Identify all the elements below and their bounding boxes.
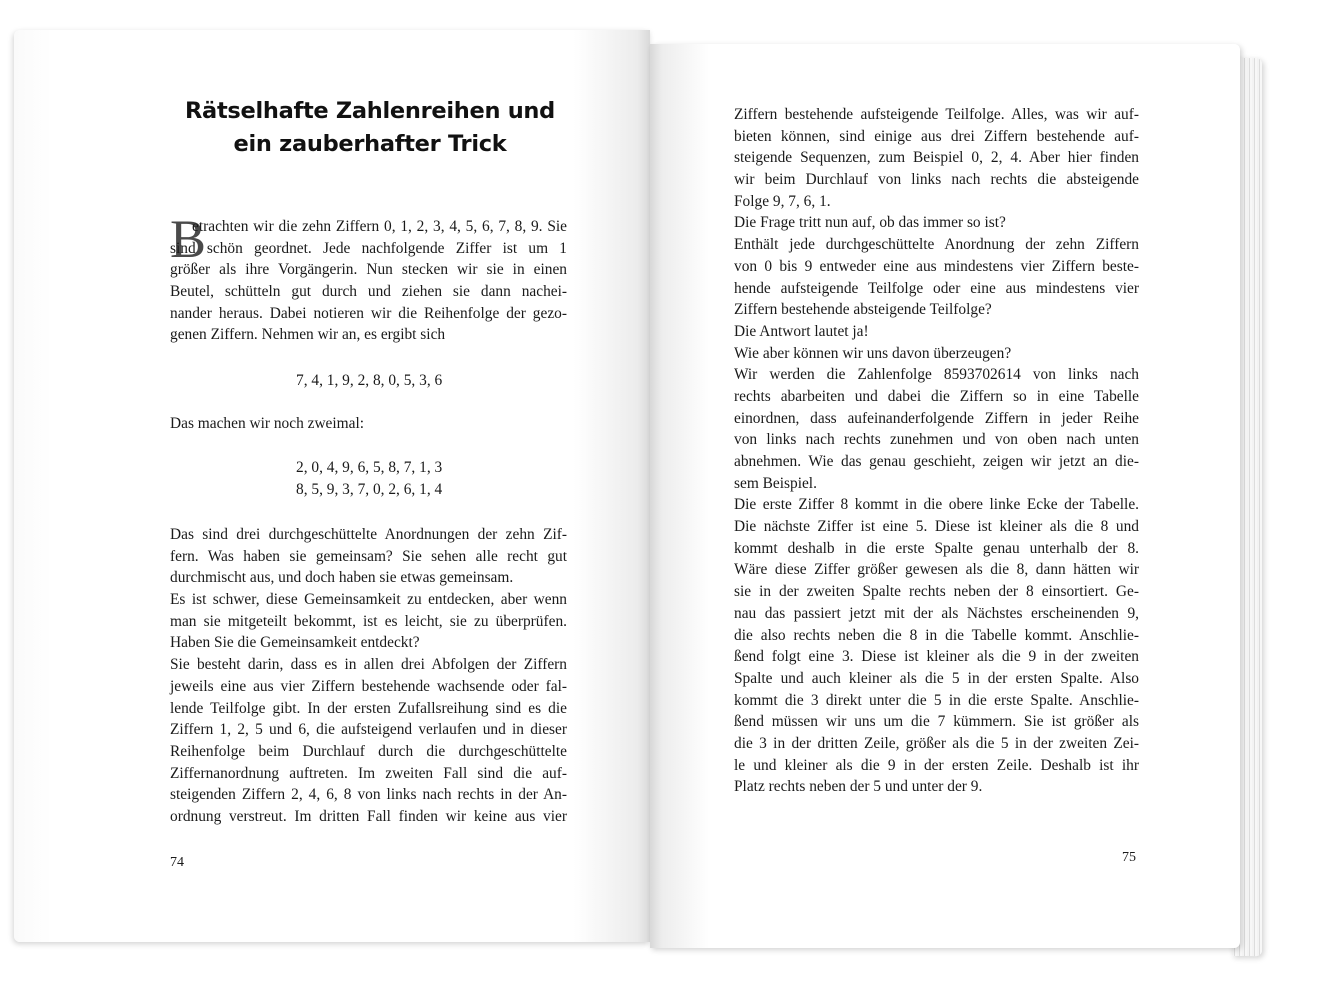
- text-line: Das sind drei durchgeschüttelte Anordnungen der zehn Zif-: [170, 526, 567, 543]
- text-line: bieten können, sind einige aus drei Ziffern bestehende auf-: [734, 127, 1139, 145]
- right-paragraph: [734, 104, 1139, 798]
- text-line: Reihenfolge beim Durchlauf durch die durchgeschüttelte: [170, 742, 567, 760]
- text-line: Wäre diese Ziffer größer gewesen als die 8, dann hätten wir: [734, 561, 1139, 579]
- text-line: etrachten wir die zehn Ziffern 0, 1, 2, 3, 4, 5, 6, 7, 8, 9. Sie: [192, 218, 567, 235]
- text-line: Ziffernanordnung auftreten. Im zweiten Fall sind die auf-: [170, 764, 567, 782]
- text-line: Ziffern bestehende absteigende Teilfolge?: [734, 301, 992, 319]
- sequence-one: 7, 4, 1, 9, 2, 8, 0, 5, 3, 6: [296, 372, 443, 389]
- text-line: Sie besteht darin, dass es in allen drei Abfolgen der Ziffern: [170, 656, 567, 674]
- text-line: Die erste Ziffer 8 kommt in die obere linke Ecke der Tabelle.: [734, 496, 1139, 514]
- text-line: ßend müssen wir uns um die 7 kümmern. Sie ist größer als: [734, 713, 1139, 731]
- chapter-title: [160, 95, 580, 161]
- text-line: jeweils eine aus vier Ziffern bestehende wachsende oder fal-: [170, 677, 567, 695]
- chapter-title-line: ein zauberhafter Trick: [233, 131, 507, 157]
- text-line: Ziffern 1, 2, 5 und 6, die aufsteigend verlaufen und in dieser: [170, 721, 567, 739]
- text-line: lende Teilfolge gibt. In der ersten Zufallsreihung sind es die: [170, 699, 567, 717]
- text-line: Platz rechts neben der 5 und unter der 9.: [734, 778, 983, 796]
- text-line: abnehmen. Wie das genau geschieht, zeigen wir jetzt an die-: [734, 453, 1139, 470]
- text-line: Beutel, schütteln gut durch und ziehen sie dann nachei-: [170, 283, 567, 301]
- text-line: steigende Sequenzen, zum Beispiel 0, 2, 4. Aber hier finden: [734, 149, 1139, 167]
- text-line: hende aufsteigende Teilfolge oder eine aus mindestens vier: [734, 279, 1139, 297]
- text-line: von 0 bis 9 entweder eine aus mindestens vier Ziffern beste-: [734, 257, 1139, 275]
- text-line: die also rechts neben die 8 in die Tabelle kommt. Anschlie-: [734, 626, 1139, 644]
- text-line: Ziffern bestehende aufsteigende Teilfolge. Alles, was wir auf-: [734, 106, 1139, 123]
- text-line: steigenden Ziffern 2, 4, 6, 8 von links nach rechts in der An-: [170, 786, 567, 804]
- text-line: kommt die 3 direkt unter die 5 in die erste Spalte. Anschlie-: [734, 691, 1139, 709]
- page-number-left: 74: [170, 855, 184, 870]
- text-line: ordnung verstreut. Im dritten Fall finden wir keine aus vier: [170, 807, 567, 825]
- text-line: Spalte und auch kleiner als die 5 in der ersten Spalte. Also: [734, 669, 1139, 687]
- text-line: nander heraus. Dabei notieren wir die Reihenfolge der gezo-: [170, 304, 567, 322]
- text-line: genen Ziffern. Nehmen wir an, es ergibt sich: [170, 326, 446, 344]
- text-line: Wir werden die Zahlenfolge 8593702614 von links nach: [734, 366, 1139, 384]
- text-line: sind schön geordnet. Jede nachfolgende Ziffer ist um 1: [170, 239, 567, 257]
- text-line: Haben Sie die Gemeinsamkeit entdeckt?: [170, 634, 420, 652]
- text-line: durchmischt aus, und doch haben sie etwas gemeinsam.: [170, 569, 514, 587]
- repeat-line: Das machen wir noch zweimal:: [170, 415, 365, 432]
- drop-cap: B: [170, 209, 207, 269]
- text-line: sem Beispiel.: [734, 474, 817, 492]
- text-line: Wie aber können wir uns davon überzeugen?: [734, 344, 1012, 362]
- text-line: sie in der zweiten Spalte rechts neben der 8 einsortiert. Ge-: [734, 583, 1139, 601]
- sequence-two: 2, 0, 4, 9, 6, 5, 8, 7, 1, 3: [296, 459, 443, 476]
- text-line: ßend folgt eine 3. Diese ist kleiner als die 9 in der zweiten: [734, 648, 1139, 666]
- text-line: von links nach rechts zunehmen und von oben nach unten: [734, 431, 1139, 449]
- text-line: kommt deshalb in die erste Spalte genau unterhalb der 8.: [734, 539, 1139, 557]
- chapter-title-line: Rätselhafte Zahlenreihen und: [185, 98, 555, 124]
- text-line: man sie mitgeteilt bekommt, ist es leicht, sie zu überprüfen.: [170, 612, 567, 630]
- intro-paragraph: [170, 209, 567, 346]
- text-line: Folge 9, 7, 6, 1.: [734, 192, 831, 210]
- page-number-right: 75: [1122, 850, 1136, 865]
- text-line: le und kleiner als die 9 in der ersten Zeile. Deshalb ist ihr: [734, 756, 1139, 774]
- text-line: Die Antwort lautet ja!: [734, 322, 869, 340]
- text-line: die 3 in der dritten Zeile, größer als die 5 in der zweiten Zei-: [734, 734, 1139, 752]
- text-line: größer als ihre Vorgängerin. Nun stecken wir sie in einen: [170, 261, 567, 279]
- main-paragraph: [170, 524, 567, 828]
- text-line: Enthält jede durchgeschüttelte Anordnung der zehn Ziffern: [734, 236, 1139, 254]
- text-line: nau das passiert jetzt mit der als Nächstes erscheinenden 9,: [734, 604, 1139, 622]
- text-line: Die nächste Ziffer ist eine 5. Diese ist kleiner als die 8 und: [734, 518, 1139, 536]
- text-line: Die Frage tritt nun auf, ob das immer so ist?: [734, 214, 1006, 232]
- text-line: Es ist schwer, diese Gemeinsamkeit zu entdecken, aber wenn: [170, 591, 567, 609]
- text-line: wir beim Durchlauf von links nach rechts die absteigende: [734, 171, 1139, 189]
- text-line: rechts abarbeiten und dabei die Ziffern so in eine Tabelle: [734, 387, 1139, 405]
- text-line: einordnen, dass aufeinanderfolgende Ziffern in jeder Reihe: [734, 409, 1139, 427]
- text-line: fern. Was haben sie gemeinsam? Sie sehen alle recht gut: [170, 547, 567, 565]
- sequence-three: 8, 5, 9, 3, 7, 0, 2, 6, 1, 4: [296, 481, 443, 498]
